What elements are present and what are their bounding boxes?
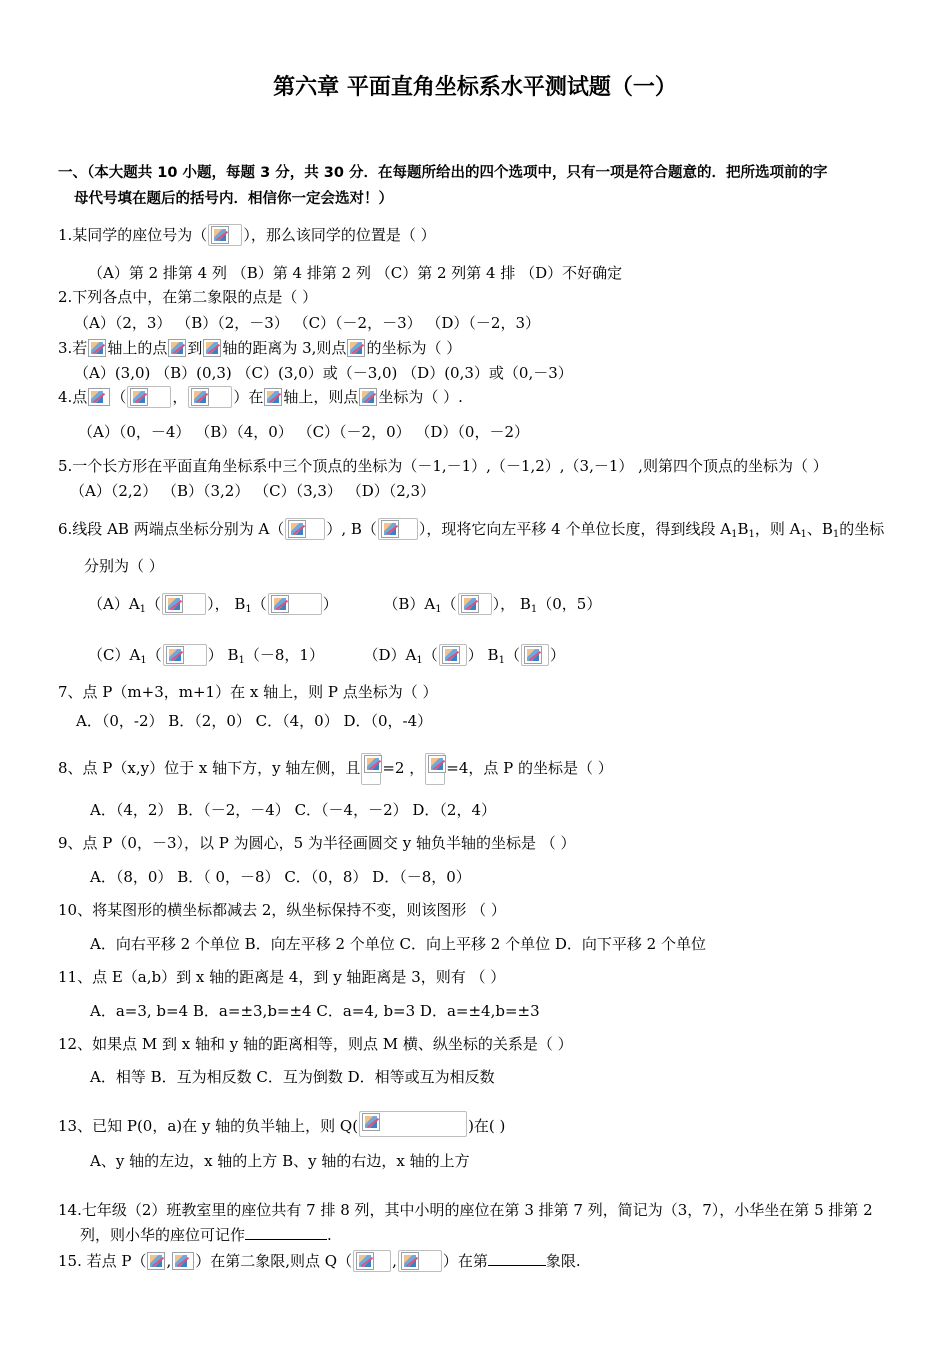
image-placeholder	[425, 753, 445, 785]
image-placeholder	[353, 1250, 391, 1272]
section-instructions	[58, 160, 898, 212]
broken-image-icon	[401, 1252, 419, 1270]
question-10-options: A．向右平移 2 个单位 B．向左平移 2 个单位 C．向上平移 2 个单位 D．向下平移 2 个单位	[90, 935, 706, 953]
broken-image-icon	[147, 1252, 165, 1270]
broken-image-icon	[203, 339, 221, 357]
question-11-options: A．a=3, b=4 B．a=±3,b=±4 C．a=4, b=3 D．a=±4,b=±3	[90, 1002, 540, 1020]
broken-image-icon	[130, 388, 148, 406]
question-3-options: （A）(3,0) （B）(0,3) （C）(3,0）或（－3,0) （D）(0,3）或（0,－3）	[74, 364, 573, 382]
broken-image-icon	[166, 646, 184, 664]
question-6-options-ab: $(A)A_1$（ ）， $B_1$（ ） $(B)A_1$（ ）， $B_1(0$，5）	[88, 595, 602, 615]
question-10: 10、将某图形的横坐标都减去 2，纵坐标保持不变，则该图形 （ ）	[58, 901, 506, 919]
broken-image-icon	[442, 646, 460, 664]
question-5: 5.一个长方形在平面直角坐标系中三个顶点的坐标为（－1,－1）,（－1,2）,（3,－1） ,则第四个顶点的坐标为（ ）	[58, 457, 828, 475]
page-title: 第六章 平面直角坐标系水平测试题（一）	[273, 75, 677, 100]
answer-blank[interactable]	[488, 1265, 546, 1266]
image-placeholder	[285, 518, 325, 540]
broken-image-icon	[88, 388, 110, 406]
broken-image-icon	[172, 1252, 194, 1270]
image-placeholder	[208, 224, 242, 246]
broken-image-icon	[362, 1113, 380, 1131]
broken-image-icon	[191, 388, 209, 406]
question-2: 2.下列各点中，在第二象限的点是（ ）	[58, 288, 318, 306]
question-8-options: A．（4，2） B．（－2，－4） C．（－4，－2） D．（2，4）	[90, 801, 497, 819]
image-placeholder	[127, 386, 171, 408]
image-placeholder	[521, 644, 549, 666]
instructions-line-2: 母代号填在题后的括号内．相信你一定会选对！）	[74, 191, 393, 207]
question-6-options-cd: $(C)A_1$（ ） $B_1(-8$，1） $(D)A_1$（ ） $B_1$（ ）	[88, 646, 565, 666]
image-placeholder	[188, 386, 232, 408]
broken-image-icon	[356, 1252, 374, 1270]
question-7-options: A．（0，-2） B．（2，0） C．（4，0） D．（0，-4）	[76, 712, 433, 730]
question-4: 4.点 （ ， ）在 轴上，则点 坐标为（ ）.	[58, 388, 463, 406]
question-13-options: A、y 轴的左边，x 轴的上方 B、y 轴的右边，x 轴的上方	[90, 1152, 470, 1170]
broken-image-icon	[359, 388, 377, 406]
question-2-options: （A）（2，3） （B）（2，－3） （C）（－2，－3） （D）（－2，3）	[74, 314, 541, 332]
question-11: 11、点 E（a,b）到 x 轴的距离是 4，到 y 轴距离是 3，则有 （ ）	[58, 968, 506, 986]
image-placeholder	[439, 644, 467, 666]
question-13: 13、已知 P(0，a)在 y 轴的负半轴上，则 Q( )在( )	[58, 1111, 505, 1137]
broken-image-icon	[271, 595, 289, 613]
question-5-options: （A）（2,2） （B）（3,2） （C）（3,3） （D）（2,3）	[70, 482, 436, 500]
question-4-options: （A）（0，－4） （B）（4，0） （C）（－2，0） （D）（0，－2）	[78, 423, 530, 441]
broken-image-icon	[347, 339, 365, 357]
question-15: 15. 若点 P（ , ）在第二象限,则点 Q（ , ）在第 象限.	[58, 1252, 581, 1270]
question-6: 6.线段 AB 两端点坐标分别为 A（ ）, B（ ），现将它向左平移 4 个单位长度，得到线段 $A_1B_1$，则 $A_1$、$B_1$的坐标	[58, 520, 885, 540]
broken-image-icon	[428, 755, 446, 773]
question-1: 1.某同学的座位号为（ ），那么该同学的位置是（ ）	[58, 226, 436, 244]
question-3: 3.若 轴上的点 到 轴的距离为 3,则点 的坐标为（ ）	[58, 339, 462, 357]
question-8: 8、点 P（x,y）位于 x 轴下方，y 轴左侧，且 =2 ， =4，点 P 的坐标是（ ）	[58, 753, 613, 785]
question-12-options: A．相等 B．互为相反数 C．互为倒数 D．相等或互为相反数	[90, 1068, 495, 1086]
broken-image-icon	[461, 595, 479, 613]
question-9: 9、点 P（0，－3），以 P 为圆心，5 为半径画圆交 y 轴负半轴的坐标是 （ ）	[58, 834, 576, 852]
question-7: 7、点 P（m+3，m+1）在 x 轴上，则 P 点坐标为（ ）	[58, 683, 438, 701]
broken-image-icon	[165, 595, 183, 613]
question-1-options: （A）第 2 排第 4 列 （B）第 4 排第 2 列 （C）第 2 列第 4 排 （D）不好确定	[88, 264, 623, 282]
question-6-line-2: 分别为（ ）	[84, 557, 164, 575]
question-14-line-2: 列，则小华的座位可记作 .	[80, 1226, 332, 1244]
image-placeholder	[398, 1250, 442, 1272]
broken-image-icon	[211, 226, 229, 244]
broken-image-icon	[524, 646, 542, 664]
image-placeholder	[163, 644, 207, 666]
broken-image-icon	[88, 339, 106, 357]
broken-image-icon	[264, 388, 282, 406]
question-14-line-1: 14.七年级（2）班教室里的座位共有 7 排 8 列，其中小明的座位在第 3 排第 7 列，简记为（3，7），小华坐在第 5 排第 2	[58, 1201, 873, 1219]
image-placeholder	[378, 518, 418, 540]
image-placeholder	[361, 753, 381, 785]
broken-image-icon	[364, 755, 382, 773]
question-12: 12、如果点 M 到 x 轴和 y 轴的距离相等，则点 M 横、纵坐标的关系是（ ）	[58, 1035, 573, 1053]
question-9-options: A．（8，0） B．（ 0，－8） C．（0，8） D．（－8，0）	[90, 868, 471, 886]
image-placeholder	[458, 593, 492, 615]
image-placeholder	[359, 1111, 467, 1137]
broken-image-icon	[168, 339, 186, 357]
image-placeholder	[268, 593, 322, 615]
broken-image-icon	[381, 520, 399, 538]
answer-blank[interactable]	[245, 1239, 327, 1240]
instructions-line-1: 一、（本大题共 10 小题，每题 3 分，共 30 分．在每题所给出的四个选项中，只有一项是符合题意的．把所选项前的字	[58, 165, 828, 181]
broken-image-icon	[288, 520, 306, 538]
image-placeholder	[162, 593, 206, 615]
